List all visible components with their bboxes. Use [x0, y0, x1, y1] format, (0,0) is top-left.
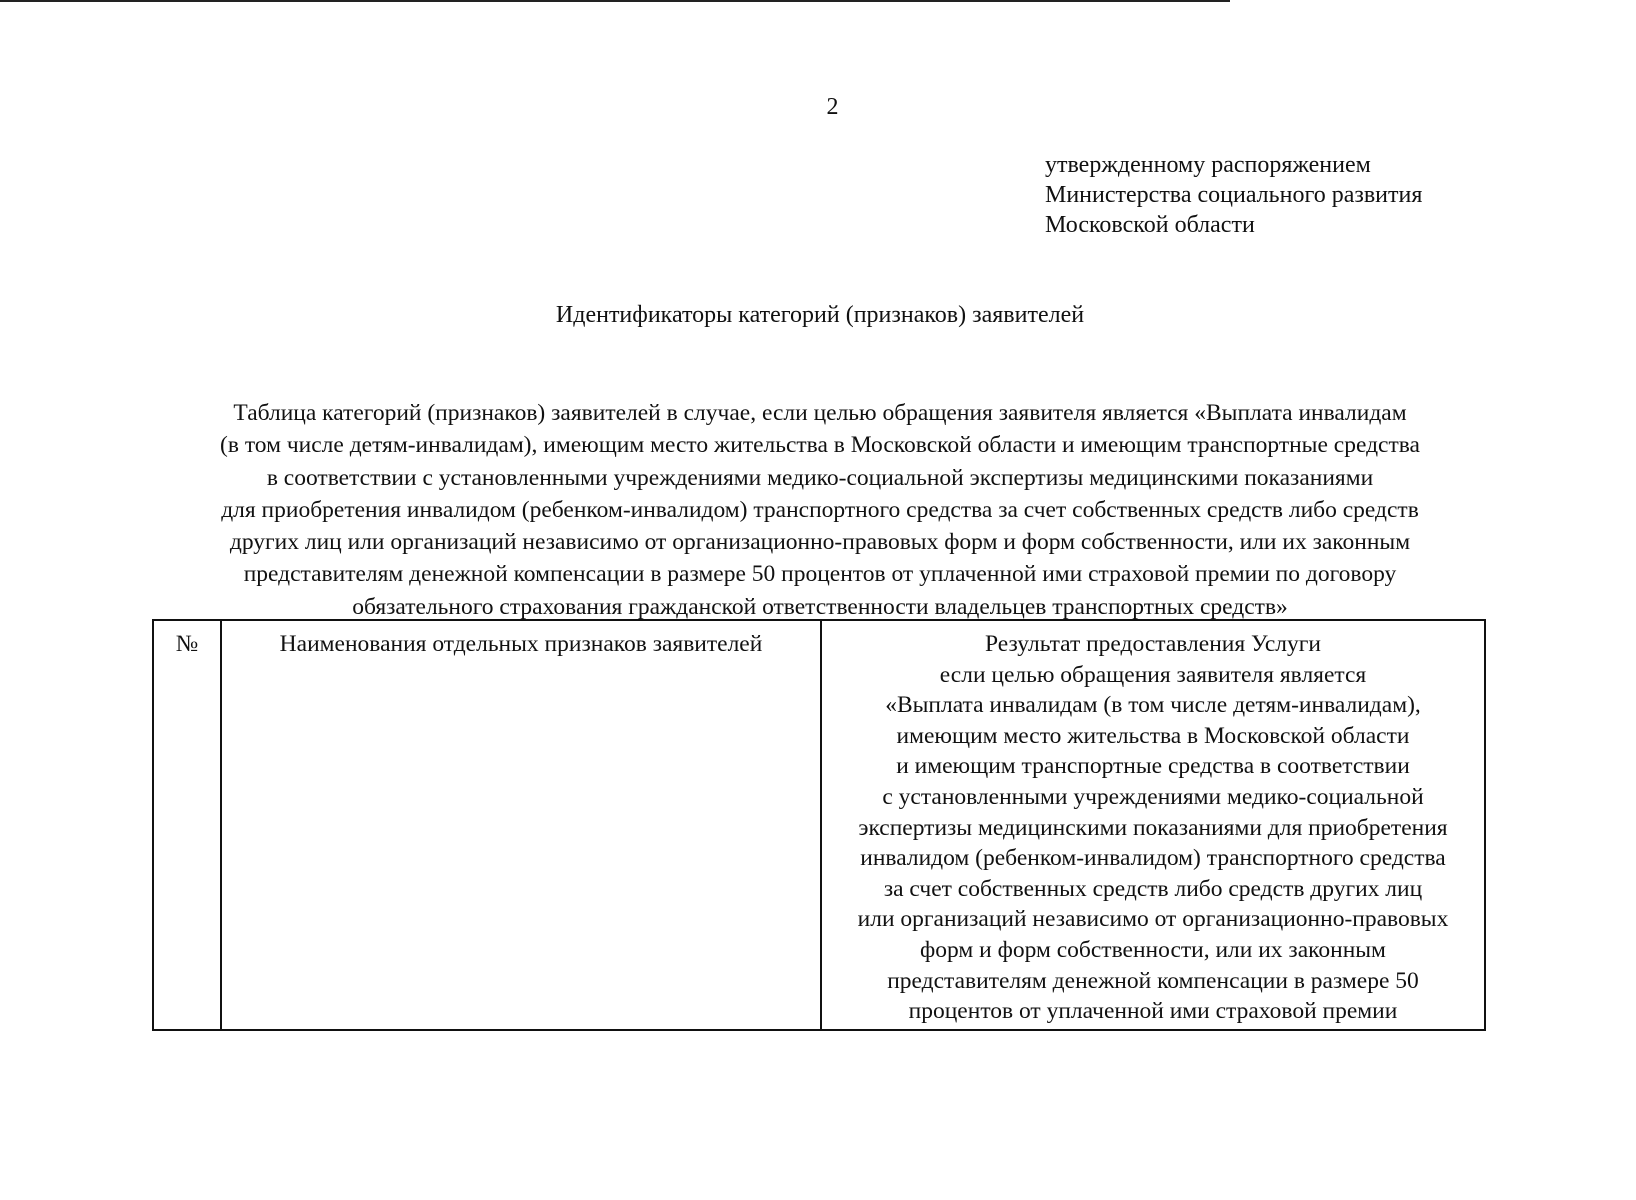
result-line: процентов от уплаченной ими страховой премии: [908, 998, 1398, 1025]
header-cell-number: [153, 620, 221, 1030]
result-line: за счет собственных средств либо средств других лиц: [883, 875, 1423, 902]
caption-line: обязательного страхования гражданской ответственности владельцев транспортных средств»: [352, 593, 1288, 620]
result-line: экспертизы медицинскими показаниями для приобретения: [858, 814, 1448, 841]
result-line: или организаций независимо от организационно-правовых: [857, 906, 1449, 933]
approval-block: [1045, 150, 1422, 240]
caption-line: других лиц или организаций независимо от организационно-правовых форм и форм собственности, или их законным: [229, 529, 1411, 556]
approval-line: Московской области: [1045, 212, 1255, 238]
result-line: представителям денежной компенсации в размере 50: [887, 967, 1419, 994]
caption-line: в соответствии с установленными учреждениями медико-социальной экспертизы медицинскими показаниями: [266, 464, 1374, 491]
caption-line: Таблица категорий (признаков) заявителей в случае, если целью обращения заявителя является «Выплата инвалидам: [233, 400, 1407, 426]
result-line: Результат предоставления Услуги: [985, 631, 1321, 657]
caption-line: для приобретения инвалидом (ребенком-инвалидом) транспортного средства за счет собственных средств либо средств: [221, 496, 1419, 523]
header-cell-result: [821, 620, 1485, 1030]
categories-table: [152, 619, 1486, 1031]
caption-line: представителям денежной компенсации в размере 50 процентов от уплаченной ими страховой премии по договору: [243, 561, 1397, 588]
result-line: с установленными учреждениями медико-социальной: [882, 783, 1424, 810]
result-line: форм и форм собственности, или их законным: [920, 936, 1386, 963]
table-header-row: [153, 620, 1485, 1030]
result-line: имеющим место жительства в Московской области: [896, 722, 1410, 749]
table-caption: [150, 397, 1490, 623]
approval-line: утвержденному распоряжением: [1045, 152, 1371, 178]
page-number: 2: [826, 94, 839, 120]
caption-line: (в том числе детям-инвалидам), имеющим место жительства в Московской области и имеющим транспортные средства: [220, 432, 1420, 459]
result-line: и имеющим транспортные средства в соответствии: [896, 753, 1410, 780]
result-line: если целью обращения заявителя является: [939, 661, 1367, 688]
result-line: инвалидом (ребенком-инвалидом) транспортного средства: [860, 845, 1446, 872]
header-name-label: Наименования отдельных признаков заявителей: [279, 631, 763, 657]
top-border-rule: [0, 0, 1230, 2]
result-line: «Выплата инвалидам (в том числе детям-инвалидам),: [885, 692, 1421, 719]
header-cell-name: [221, 620, 821, 1030]
document-title: Идентификаторы категорий (признаков) заявителей: [555, 302, 1085, 328]
header-number-label: №: [175, 631, 199, 657]
approval-line: Министерства социального развития: [1045, 182, 1423, 208]
header-result-label: [822, 621, 1484, 1027]
